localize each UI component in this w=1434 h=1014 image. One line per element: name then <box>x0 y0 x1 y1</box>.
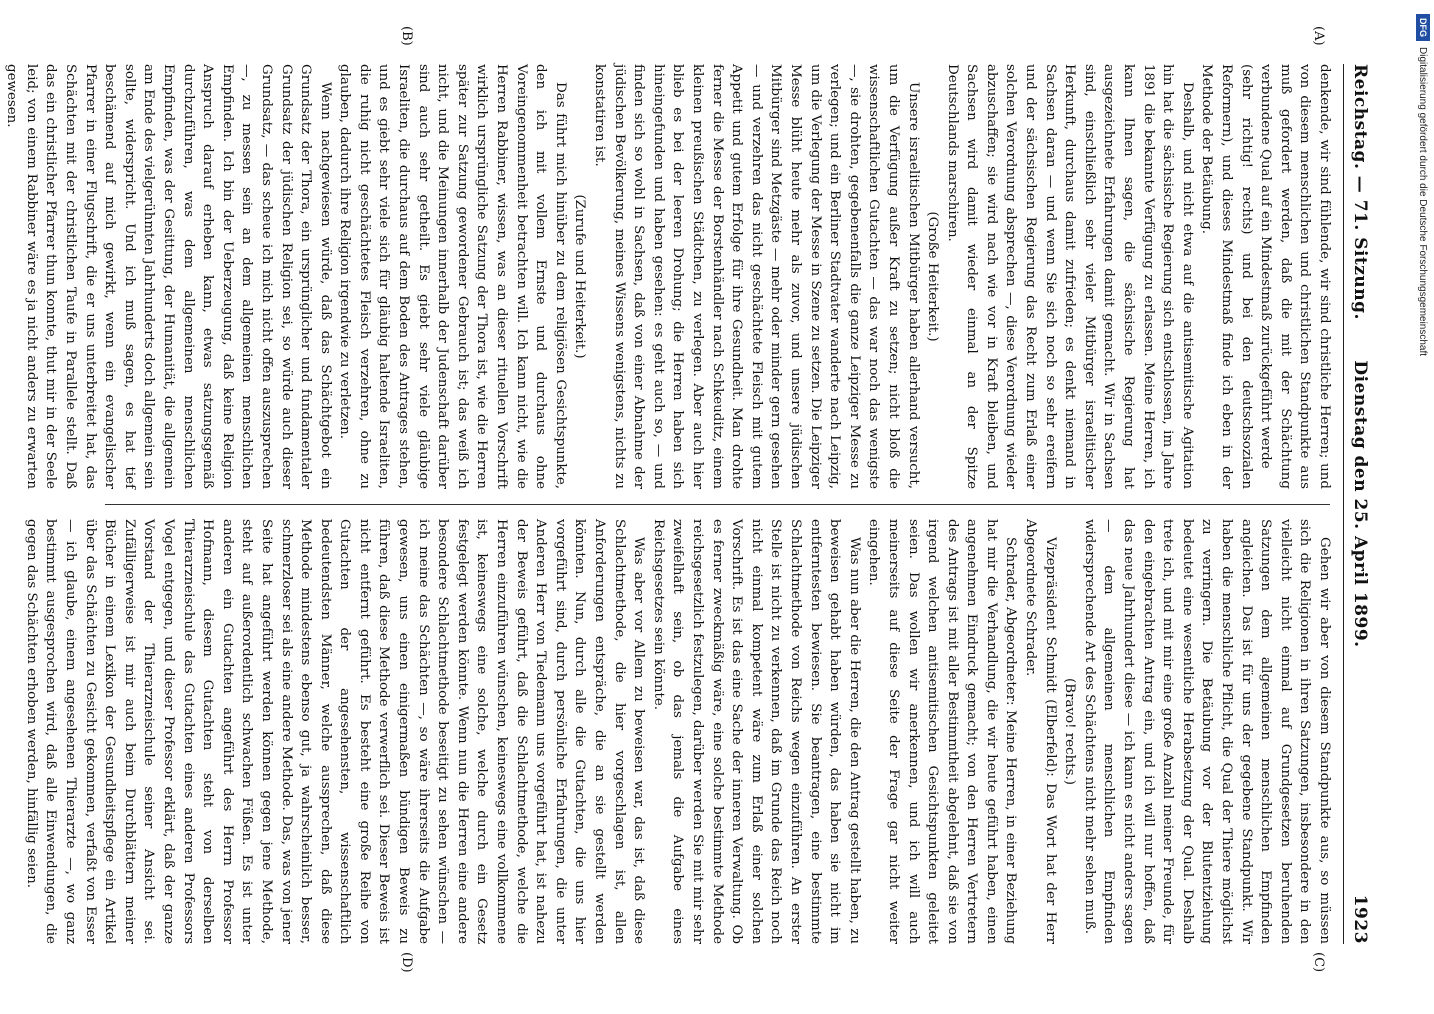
margin-letter-c: (C) <box>1311 952 1326 973</box>
header-date: Dienstag den 25. April 1899. <box>1350 360 1370 648</box>
margin-letter-d: (D) <box>399 952 414 973</box>
paragraph: (sehr richtig! rechts) und bei den deutschsozialen Reformern), und dieses Mindestmaß finde ich eben in der Methode der Betäubung. <box>1199 64 1254 489</box>
header-left: Reichstag. — 71. Sitzung. <box>1350 64 1370 320</box>
paragraph: Deshalb, und nicht etwa auf die antisemitische Agitation hin hat die sächsische Regierung sich entschlossen, im Jahre 1891 die bekannte Verfügung zu erlassen. Meine Herren, ich kann Ihnen sagen, die sächsische Regierung hat ausgezeichnete Erfahrungen damit gemacht. Wir in Sachsen sind, einschließlich sehr vieler Mitbürger israelitischer Herkunft, durchaus damit zufrieden; es denkt niemand in Sachsen daran — und wenn Sie sich noch so sehr ereifern und der sächsischen Regierung das Recht zum Erlaß einer solchen Verordnung absprechen —, diese Verordnung wieder abzuschaffen; sie wird nach wie vor in Kraft bleiben, und Sachsen wird damit wieder einmal an der Spitze Deutschlands marschiren. <box>944 64 1195 489</box>
document-page <box>4 26 1374 973</box>
digitization-credit-text <box>1410 0 1434 1014</box>
column-divider <box>105 504 1330 505</box>
paragraph: Schrader, Abgeordneter: Meine Herren, in einer Beziehung hat mir die Verhandlung, die wir heute geführt haben, einen angenehmen Eindruck gemacht; von den Herren Vertretern des Antrags ist mit aller Bestimmtheit abgelehnt, daß sie von irgend welchen antisemitischen Gesichtspunkten geleitet seien. Das wollen wir anerkennen, und ich will auch meinerseits auf diese Seite der Frage gar nicht weiter eingehen. <box>866 519 1019 944</box>
margin-letter-b: (B) <box>399 26 414 46</box>
dfg-logo: DFG <box>1416 14 1430 41</box>
interjection: (Große Heiterkeit.) <box>925 211 941 342</box>
paragraph: Gehen wir aber von diesem Standpunkte aus, so müssen sich die Religionen in ihren Satzungen, insbesondere in den vielleicht nicht einmal auf Grundgesetzen beruhenden Satzungen dem allgemeinen menschlichen Empfinden angleichen. Das ist für uns der gegebene Standpunkt. Wir haben die menschliche Pflicht, die Qual der Thiere möglichst zu verringern. Die Betäubung vor der Blutentziehung bedeutet eine wesentliche Herabsetzung der Qual. Deshalb trete ich, und mit mir eine große Anzahl meiner Freunde, für den eingebrachten Antrag ein, und ich will nur hoffen, daß das neue Jahrhundert diese — ich kann es nicht anders sagen — dem allgemeinen menschlichen Empfinden widersprechende Art des Schächtens nicht mehr sehen muß. <box>1081 519 1332 944</box>
paragraph: Was aber vor Allem zu beweisen war, das ist, daß diese Schlachtmethode, die hier vorgeschlagen ist, allen Anforderungen entspräche, die an sie gestellt werden könnten. Nun, durch alle die Gutachten, die uns hier vorgeführt sind, durch persönliche Erfahrungen, die unter Anderen Herr von Tiedemann uns vorgeführt hat, ist nahezu der Beweis geführt, daß die Schlachtmethode, welche die Herren einzuführen wünschen, keineswegs eine vollkommene ist, keineswegs eine solche, welche durch ein Gesetz festgelegt werden könnte. Wenn nun die Herren eine andere besondere Schlachtmethode beseitigt zu sehen wünschen — ich meine das Schächten —, so wäre ihrerseits die Aufgabe gewesen, uns einen einigermaßen bündigen Beweis zu führen, daß diese Methode verwerflich sei. Dieser Beweis ist nicht entfernt geführt. Es besteht eine große Reihe von Gutachten der angesehensten, wissenschaftlich bedeutendsten Männer, welche aussprechen, daß diese Methode mindestens ebenso gut, ja wahrscheinlich besser, schmerzloser sei als eine andere Methode. Das, was von jener Seite hat angeführt werden können gegen jene Methode, steht auf außerordentlich schwachen Füßen. Es ist unter anderen ein Gutachten angeführt des Herrn Professor Hofmann, diesem Gutachten steht von derselben Thierarzneischule das Gutachten eines anderen Professors Vogel entgegen, und dieser Professor erklärt, daß der ganze Vorstand der Thierarzneischule seiner Ansicht sei. Zufälligerweise ist mir auch beim Durchblättern meiner Bücher in einem Lexikon der Gesundheitspflege ein Artikel über das Schächten zu Gesicht gekommen, verfaßt von Esser — ich glaube, einem angesehenen Thierarzte —, wo ganz bestimmt ausgesprochen wird, daß alle Einwendungen, die gegen das Schächten erhoben werden, hinfällig seien. <box>23 519 647 944</box>
page-number: 1923 <box>1350 894 1370 944</box>
paragraph: Das führt mich hinüber zu dem religiösen Gesichtspunkte, den ich mit vollem Ernste und durchaus ohne Voreingenommenheit betrachten will. Ich kann nicht, wie die Herren Rabbiner, wissen, was an dieser rituellen Vorschrift wirklich ursprüngliche Satzung der Thora ist, wie die Herren später zur Satzung gewordener Gebrauch ist; das weiß ich nicht, und die Meinungen innerhalb der Judenschaft darüber sind auch sehr getheilt. Es giebt sehr viele gläubige Israeliten, die durchaus auf dem Boden des Antrages stehen, und es giebt sehr viele sich für gläubig haltende Israeliten, die ruhig nicht geschächtetes Fleisch verzehren, ohne zu glauben, dadurch ihre Religion irgendwie zu verletzen. <box>337 64 568 489</box>
interjection: (Zurufe und Heiterkeit.) <box>572 194 588 359</box>
right-column <box>23 519 1334 944</box>
paragraph: Unsere israelitischen Mitbürger haben allerhand versucht, um die Verfügung außer Kraft zu setzen; nicht bloß die wissenschaftlichen Gutachten — das war noch das wenigste —, sie drohten, gegebenenfalls die ganze Leipziger Messe zu verlegen; und ein Berliner Stadtvater wanderte nach Leipzig, um die Verlegung der Messe in Szene zu setzen. Die Leipziger Messe blüht heute mehr als zuvor, und unsere jüdischen Mitbürger sind Metzgäste — mehr oder minder gern gesehen — und verzehren das nicht geschächtete Fleisch mit gutem Appetit und gutem Erfolge für ihre Gesundheit. Man drohte ferner die Messe der Borstenhändler nach Schkeuditz, einem kleinen preußischen Städtchen, zu verlegen. Aber auch hier blieb es bei der leeren Drohung; die Herren haben sich hineingefunden und haben gesehen: es geht auch so, — und finden sich so wohl in Sachsen, daß von einer Abnahme der jüdischen Bevölkerung, meines Wissens wenigstens, nichts zu konstatiren ist. <box>592 64 921 489</box>
digitization-credit <box>1410 0 1434 1000</box>
margin-letter-a: (A) <box>1311 26 1326 46</box>
paragraph: Vizepräsident Schmidt (Elberfeld): Das Wort hat der Herr Abgeordnete Schrader. <box>1023 519 1058 944</box>
credit-text: Digitalisierung gefördert durch die Deutsche Forschungsgemeinschaft <box>1417 47 1428 357</box>
paragraph: Wenn nachgewiesen würde, daß das Schächtgebot ein Grundsatz der Thora, ein ursprünglicher und fundamentaler Grundsatz der jüdischen Religion sei, so würde auch dieser Grundsatz, — das scheue ich mich nicht offen auszusprechen —, zu messen sein an dem allgemeinen menschlichen Empfinden. Ich bin der Ueberzeugung, daß keine Religion Anspruch darauf erheben kann, etwas satzungsgemäß durchzuführen, was dem allgemeinen menschlichen Empfinden, was der Gesittung, der Humanität, die allgemein am Ende des vielgerühmten Jahrhunderts doch allgemein sein sollte, widerspricht. Und ich muß sagen, es hat tief beschämend auf mich gewirkt, wenn ein evangelischer Pfarrer in einer Flugschrift, die er uns unterbreitet hat, das Schächten mit der christlichen Taufe in Parallele stellt. Daß das ein christlicher Pfarrer thun konnte, thut mir in der Seele leid; von einem Rabbiner wäre es ja nicht anders zu erwarten gewesen. <box>4 64 333 489</box>
interjection: (Bravo! rechts.) <box>1062 678 1078 785</box>
paragraph: denkende, wir sind fühlende, wir sind christliche Herren; und von diesem menschlichen und christlichen Standpunkte aus muß gefordert werden, daß die mit der Schächtung verbundene Qual auf ein Mindestmaß zurückgeführt werde <box>1258 64 1332 489</box>
page-header <box>1343 64 1374 944</box>
left-column <box>4 64 1334 489</box>
paragraph: Was nun aber die Herren, die den Antrag gestellt haben, zu beweisen gehabt haben würden, das haben sie nicht im entferntesten bewiesen. Sie beantragen, eine bestimmte Schlachtmethode von Reichs wegen einzuführen. An erster Stelle ist nicht zu verkennen, daß im Grunde das Reich noch nicht einmal kompetent wäre zum Erlaß einer solchen Vorschrift. Es ist das eine Sache der inneren Verwaltung. Ob es ferner zweckmäßig wäre, eine solche bestimmte Methode reichsgesetzlich festzulegen, darüber werden Sie mit mir sehr zweifelhaft sein, ob das jemals die Aufgabe eines Reichsgesetzes sein könnte. <box>650 519 862 944</box>
